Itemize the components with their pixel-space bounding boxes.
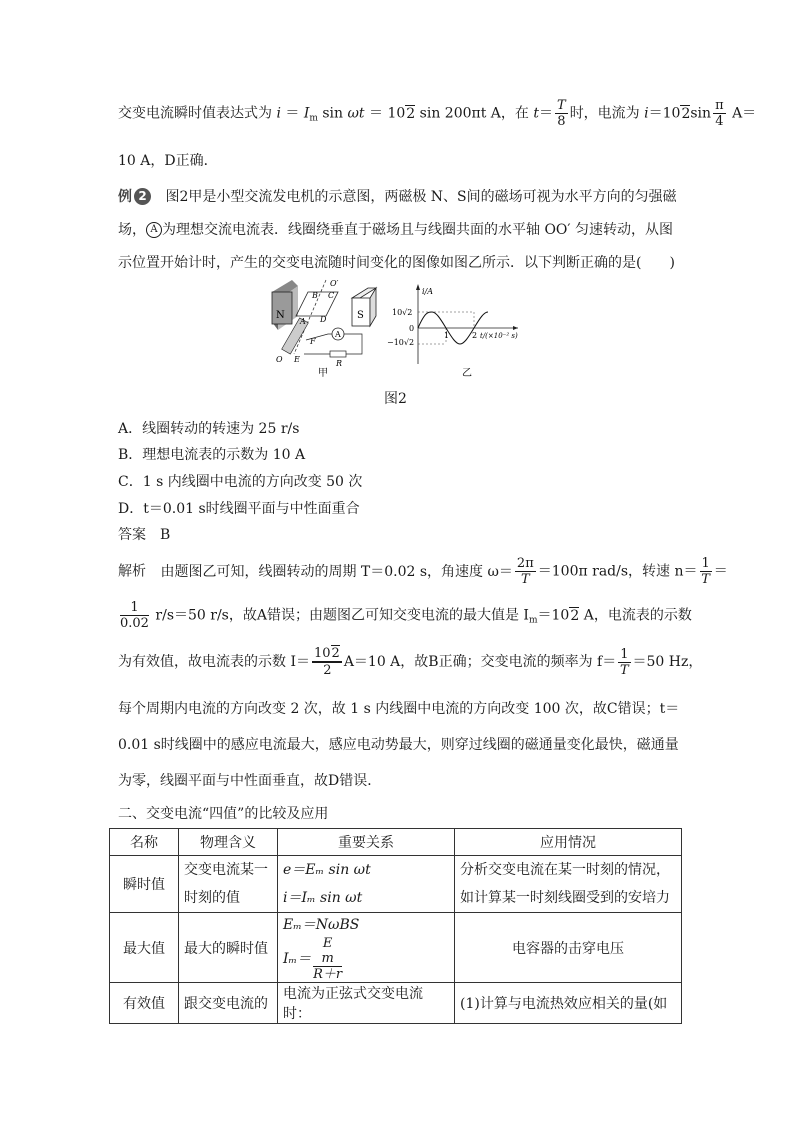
svg-text:t/(×10⁻² s): t/(×10⁻² s) <box>480 332 518 340</box>
table-row <box>110 856 682 913</box>
intro-formula-line: 交变电流瞬时值表达式为 $i = I_m$ sin ωt ＝ 102 sin 200πt A，在 t＝ $\frac{T}{8}$ 时，电流为 i＝102sin $\frac{\pi}{4}$ A＝ <box>118 98 757 129</box>
svg-text:O′: O′ <box>330 279 339 288</box>
option-c: C．1 s 内线圈中电流的方向改变 50 次 <box>118 474 363 490</box>
header-meaning: 物理含义 <box>179 829 278 856</box>
svg-text:A: A <box>335 330 341 339</box>
row-meaning: 交变电流某一 时刻的值 <box>179 856 278 913</box>
row-application: 电容器的击穿电压 <box>455 913 682 983</box>
row-application: 分析交变电流在某一时刻的情况， 如计算某一时刻线圈受到的安培力 <box>455 856 682 913</box>
analysis-line-6: 为零，线圈平面与中性面垂直，故D错误． <box>118 773 382 789</box>
current-time-graph <box>387 284 518 378</box>
header-application: 应用情况 <box>455 829 682 856</box>
svg-text:A: A <box>300 317 306 326</box>
svg-text:E: E <box>294 355 300 364</box>
label-yi: 乙 <box>462 368 472 378</box>
row-relation: e＝Eₘ sin ωt i＝Iₘ sin ωt <box>278 856 455 913</box>
option-d: D．t＝0.01 s时线圈平面与中性面重合 <box>118 501 360 517</box>
analysis-line-3: 为有效值，故电流表的示数 I＝ $\frac{102}{2}$ A＝10 A，故B正确；交变电流的频率为 f＝ $\frac{1}{T}$ ＝50 Hz， <box>118 646 703 678</box>
row-name: 瞬时值 <box>110 856 179 913</box>
header-name: 名称 <box>110 829 179 856</box>
row-meaning: 最大的瞬时值 <box>179 913 278 983</box>
answer-line: 答案 B <box>118 527 171 543</box>
svg-text:10√2: 10√2 <box>392 308 413 317</box>
row-meaning: 跟交变电流的 <box>179 983 278 1024</box>
example-line-2: 场， A 为理想交流电流表．线圈绕垂直于磁场且与线圈共面的水平轴 OO′ 匀速转动，从图 <box>118 222 674 238</box>
intro-conclusion: 10 A，D正确． <box>118 153 218 169</box>
four-values-table <box>109 828 682 1024</box>
figure-caption: 图2 <box>384 391 407 407</box>
example-badge: 例 2 <box>118 186 151 206</box>
option-b: B．理想电流表的示数为 10 A <box>118 447 306 463</box>
row-relation: 电流为正弦式交变电流时： <box>278 983 455 1024</box>
example-line-1: 例 2 图2甲是小型交流发电机的示意图，两磁极 N、S间的磁场可视为水平方向的匀强磁 <box>118 186 677 206</box>
magnet-s-label: S <box>357 310 364 321</box>
example-line-3: 示位置开始计时，产生的交变电流随时间变化的图像如图乙所示．以下判断正确的是( ) <box>118 255 675 271</box>
table-row <box>110 913 682 983</box>
table-header-row <box>110 829 682 856</box>
option-a: A．线圈转动的转速为 25 r/s <box>118 421 300 437</box>
label-jia: 甲 <box>318 368 328 378</box>
row-relation: Eₘ＝NωBS Iₘ＝ E m R＋r <box>278 913 455 983</box>
svg-text:2: 2 <box>472 331 478 340</box>
svg-text:B: B <box>312 291 318 300</box>
svg-text:R: R <box>336 359 343 368</box>
svg-text:D: D <box>320 315 327 324</box>
section-title: 二、交变电流“四值”的比较及应用 <box>118 806 329 822</box>
svg-text:F: F <box>310 337 316 346</box>
generator-diagram <box>272 279 376 378</box>
analysis-line-5: 0.01 s时线圈中的感应电流最大，感应电动势最大，则穿过线圈的磁通量变化最快，磁通量 <box>118 737 679 753</box>
svg-text:0: 0 <box>409 324 415 333</box>
row-application: (1)计算与电流热效应相关的量(如 <box>455 983 682 1024</box>
analysis-line-1: 解析 由题图乙可知，线圈转动的周期 T＝0.02 s，角速度 ω＝ $\frac{2\pi}{T}$ ＝100π rad/s，转速 n＝ $\frac{1}{T}$ ＝ <box>118 556 728 587</box>
table-row <box>110 983 682 1024</box>
analysis-line-4: 每个周期内电流的方向改变 2 次，故 1 s 内线圈中电流的方向改变 100 次，故C错误；t＝ <box>118 701 680 717</box>
header-relation: 重要关系 <box>278 829 455 856</box>
ammeter-symbol-icon: A <box>146 222 162 238</box>
figure-2 <box>270 278 570 378</box>
svg-text:C: C <box>328 291 335 300</box>
magnet-n-label: N <box>276 310 285 321</box>
svg-text:1: 1 <box>444 331 450 340</box>
svg-text:−10√2: −10√2 <box>387 338 415 347</box>
row-name: 最大值 <box>110 913 179 983</box>
svg-text:O: O <box>276 355 283 364</box>
analysis-line-2: $\frac{1}{0.02}$ r/s＝50 r/s，故A错误；由题图乙可知交变电流的最大值是 $I_m=102$ A，电流表的示数 <box>120 600 692 631</box>
row-name: 有效值 <box>110 983 179 1024</box>
svg-text:i/A: i/A <box>422 287 434 296</box>
